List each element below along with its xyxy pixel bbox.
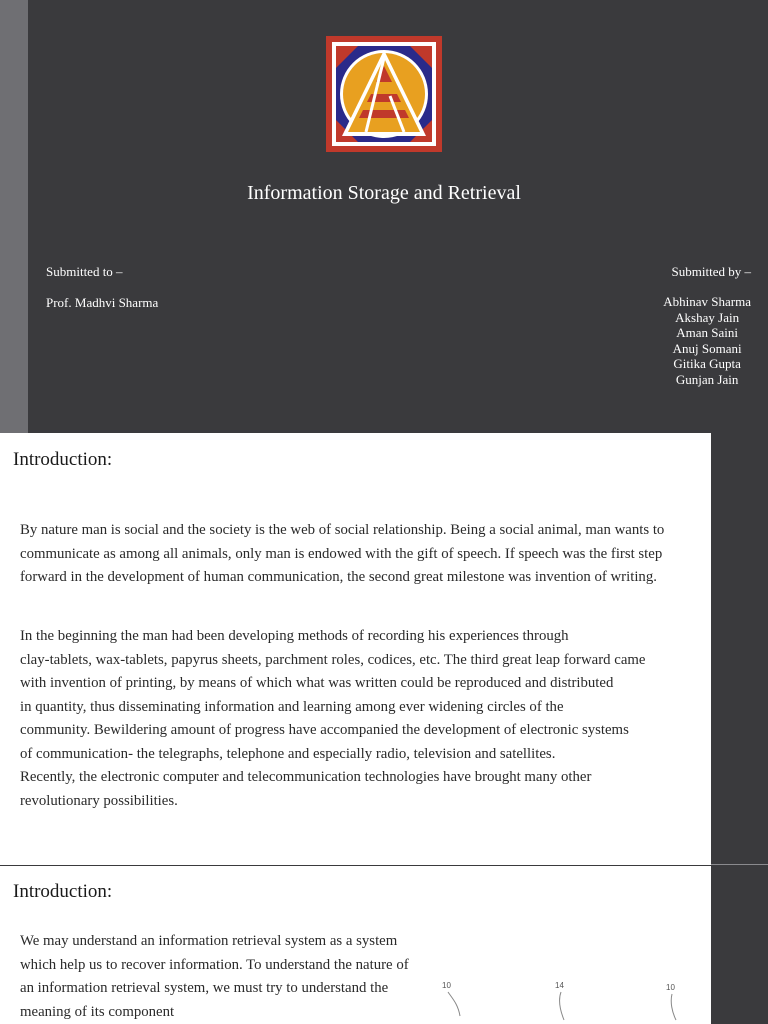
paragraph-line: with invention of printing, by means of which what was written could be reproduced and distributed xyxy=(20,675,614,691)
member-name: Gitika Gupta xyxy=(673,356,741,371)
intro-paragraph-3: We may understand an information retrieval system as a system which help us to recover information. To understand the nature of an information retrieval system, we must try to understand the meaning of its component xyxy=(20,933,409,1020)
introduction-slide-2 xyxy=(0,866,711,1024)
slide-divider xyxy=(711,864,768,865)
intro-paragraph-1: By nature man is social and the society is the web of social relationship. Being a social animal, man wants to communicate as among all animals, only man is endowed with the gift of speech. If speech was the first step forward in the development of human communication, the second great milestone was invention of writing. xyxy=(20,522,665,585)
member-name: Gunjan Jain xyxy=(675,371,739,387)
presentation-title: Information Storage and Retrieval xyxy=(247,182,521,204)
retrieval-diagram xyxy=(430,976,711,1024)
member-name: Anuj Somani xyxy=(672,340,742,356)
slide-heading: Introduction: xyxy=(13,449,113,470)
institution-logo-icon xyxy=(326,36,442,152)
paragraph-line: clay-tablets, wax-tablets, papyrus sheets, parchment roles, codices, etc. The third great leap forward came xyxy=(20,651,646,668)
paragraph-line: in quantity, thus disseminating information and learning among ever widening circles of the xyxy=(20,698,564,715)
paragraph-line: Recently, the electronic computer and telecommunication technologies have brought many other xyxy=(20,769,592,785)
member-name: Abhinav Sharma xyxy=(663,294,751,309)
introduction-slide xyxy=(0,433,711,865)
member-list xyxy=(663,294,751,387)
paragraph-line: of communication- the telegraphs, telephone and especially radio, television and satellites. xyxy=(20,745,556,762)
submitted-by-label: Submitted by – xyxy=(671,264,751,279)
diagram-leader-line xyxy=(560,992,564,1020)
slide-side-band xyxy=(0,0,28,433)
intro-paragraph-2 xyxy=(20,625,704,813)
diagram-leader-line xyxy=(671,994,676,1020)
diagram-label: 10 xyxy=(666,983,675,992)
member-name: Akshay Jain xyxy=(675,309,740,325)
diagram-leader-line xyxy=(448,992,460,1016)
slide-heading: Introduction: xyxy=(13,881,113,902)
paragraph-line: community. Bewildering amount of progress have accompanied the development of electronic systems xyxy=(20,722,629,738)
paragraph-line: In the beginning the man had been developing methods of recording his experiences through xyxy=(20,628,569,644)
title-slide xyxy=(0,0,768,433)
professor-name: Prof. Madhvi Sharma xyxy=(46,295,159,310)
diagram-label: 10 xyxy=(442,981,451,990)
submitted-to-label: Submitted to – xyxy=(46,264,123,279)
paragraph-line: revolutionary possibilities. xyxy=(20,792,178,809)
diagram-label: 14 xyxy=(555,981,564,990)
member-name: Aman Saini xyxy=(676,325,738,340)
